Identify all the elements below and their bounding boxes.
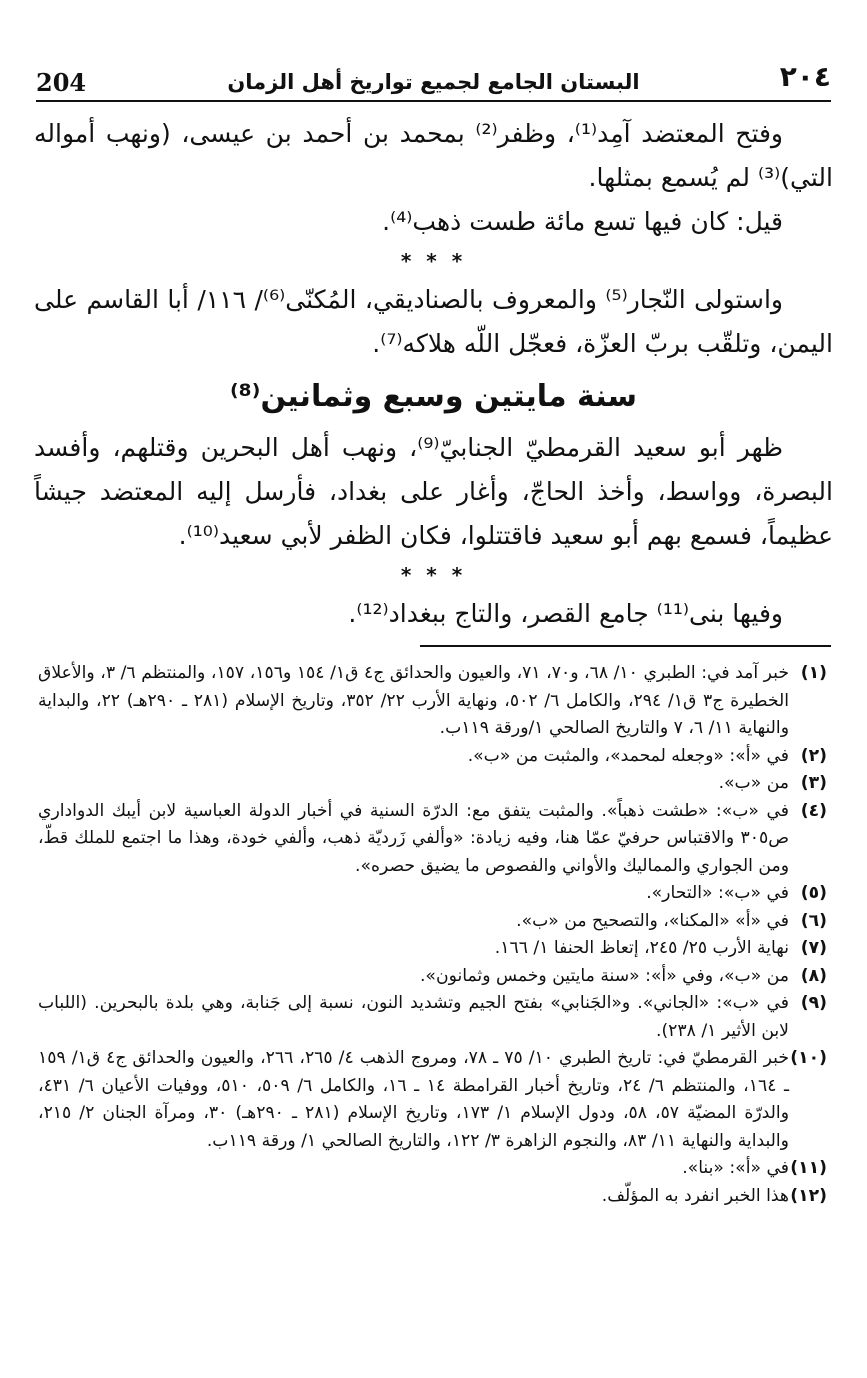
footnote: [38, 770, 827, 798]
footnote-number: (١): [800, 663, 827, 683]
main-text: [34, 112, 833, 636]
paragraph: قيل: كان فيها تسع مائة طست ذهب⁽⁴⁾.: [382, 207, 783, 236]
page-number-latin: 204: [36, 68, 87, 97]
footnote: [38, 798, 827, 881]
section-separator: * * *: [400, 563, 467, 587]
footnote-text: خبر آمد في: الطبري ١٠/ ٦٨، و٧٠، ٧١، والعيون والحدائق ج٤ ق١/ ١٥٤ و١٥٦، ١٥٧، والمنتظم ٦/ ٣، والأعلاق الخطيرة ج٣ ق١/ ٢٩٤، والكامل ٦/ ٥٠٢، ونهاية الأرب ٢٢/ ٣٥٢، وتاريخ الإسلام (٢٨١ ـ ٢٩٠هـ) ٢٢، والبداية والنهاية ١١/ ٦، ٧ والتاريخ الصالحي ١/ورقة ١١٩ب.: [38, 663, 789, 738]
paragraph: واستولى النّجار⁽⁵⁾ والمعروف بالصناديقي، المُكنّى⁽⁶⁾/ ١١٦/ أبا القاسم على اليمن، وتلقّب بربّ العزّة، فعجّل اللّه هلاكه⁽⁷⁾.: [34, 285, 833, 358]
footnote-number: (٢): [800, 745, 827, 766]
section-separator: * * *: [400, 249, 467, 273]
footnote-number: (١٠): [790, 1048, 827, 1068]
footnote: [38, 1183, 827, 1211]
paragraph: وفيها بنى⁽¹¹⁾ جامع القصر، والتاج ببغداد⁽¹²⁾.: [348, 599, 783, 628]
footnote: [38, 660, 827, 743]
footnote: [38, 1155, 827, 1183]
page-number-arabic: ٢٠٤: [779, 60, 831, 93]
footnote-text: نهاية الأرب ٢٥/ ٢٤٥، إتعاظ الحنفا ١/ ١٦٦.: [494, 938, 789, 958]
footnote-text: من «ب»، وفي «أ»: «سنة مايتين وخمس وثمانون».: [419, 965, 789, 986]
footnote-divider: [420, 645, 831, 647]
paragraph: وفتح المعتضد آمِد⁽¹⁾، وظفر⁽²⁾ بمحمد بن أحمد بن عيسى، (ونهب أمواله التي)⁽³⁾ لم يُسمع بمثلها.: [34, 119, 833, 192]
footnote-number: (٩): [800, 993, 827, 1013]
footnote-text: في «أ»: «وجعله لمحمد»، والمثبت من «ب».: [467, 745, 789, 766]
footnote-text: خبر القرمطيّ في: تاريخ الطبري ١٠/ ٧٥ ـ ٧٨، ومروج الذهب ٤/ ٢٦٥، ٢٦٦، والعيون والحدائق ج٤ ق١/ ١٥٩ ـ ١٦٤، والمنتظم ٦/ ٢٤، وتاريخ أخبار القرامطة ١٤ ـ ١٦، والكامل ٦/ ٥٠٩، ٥١٠، ووفيات الأعيان ٦/ ٤٣١، والدرّة المضيّة ٥٧، ٥٨، ودول الإسلام ١/ ١٧٣، وتاريخ الإسلام (٢٨١ ـ ٢٩٠هـ) ٣٠، ومرآة الجنان ٢/ ٢١٥، والبداية والنهاية ١١/ ٨٣، والنجوم الزاهرة ٣/ ١٢٢، والتاريخ الصالحي ١/ ورقة ١١٩ب.: [38, 1048, 789, 1151]
footnote-number: (١٢): [790, 1185, 827, 1206]
footnote-number: (٧): [800, 938, 827, 958]
footnote: [38, 990, 827, 1045]
running-header: [36, 58, 831, 102]
footnote-text: هذا الخبر انفرد به المؤلّف.: [601, 1185, 789, 1206]
footnote-text: في «ب»: «طشت ذهباً». والمثبت يتفق مع: الدرّة السنية في أخبار الدولة العباسية لابن أيبك الدواداري ص٣٠٥ والاقتباس حرفيّ عمّا هنا، وفيه زيادة: «وألفي زَرديّة ذهب، وألفي خودة، وهذا ما اجتمع للملك قطّ، ومن الجواري والمماليك والأواني والفصوص ما يضيق حصره».: [38, 800, 789, 876]
paragraph: ظهر أبو سعيد القرمطيّ الجنابيّ⁽⁹⁾، ونهب أهل البحرين وقتلهم، وأفسد البصرة، وواسط، وأخذ الحاجّ، وأغار على بغداد، فأرسل إليه المعتضد جيشاً عظيماً، فسمع بهم أبو سعيد فاقتتلوا، فكان الظفر لأبي سعيد⁽¹⁰⁾.: [34, 433, 833, 550]
footnote-text: من «ب».: [718, 773, 789, 793]
footnote: [38, 880, 827, 908]
footnote: [38, 935, 827, 963]
footnote-number: (٨): [800, 965, 827, 986]
footnote-number: (٥): [800, 883, 827, 903]
footnote: [38, 743, 827, 771]
footnote-number: (٤): [800, 800, 827, 821]
section-heading: سنة مايتين وسبع وثمانين⁽⁸⁾: [230, 379, 637, 414]
footnote-text: في «ب»: «الجاني». و«الجَنابي» بفتح الجيم وتشديد النون، نسبة إلى جَنابة، وهي بلدة بالبحرين. (اللباب لابن الأثير ١/ ٢٣٨).: [38, 993, 789, 1041]
footnote-text: في «أ»: «بنا».: [682, 1158, 789, 1178]
footnote-text: في «ب»: «التحار».: [646, 883, 789, 903]
footnote: [38, 908, 827, 936]
footnote-number: (١١): [790, 1158, 827, 1178]
footnote-number: (٦): [800, 910, 827, 931]
footnote-text: في «أ» «المكنا»، والتصحيح من «ب».: [516, 910, 789, 931]
footnote: [38, 1045, 827, 1155]
footnotes: [38, 660, 827, 1210]
running-title: البستان الجامع لجميع تواريخ أهل الزمان: [227, 70, 640, 94]
footnote-number: (٣): [800, 773, 827, 793]
footnote: [38, 963, 827, 991]
